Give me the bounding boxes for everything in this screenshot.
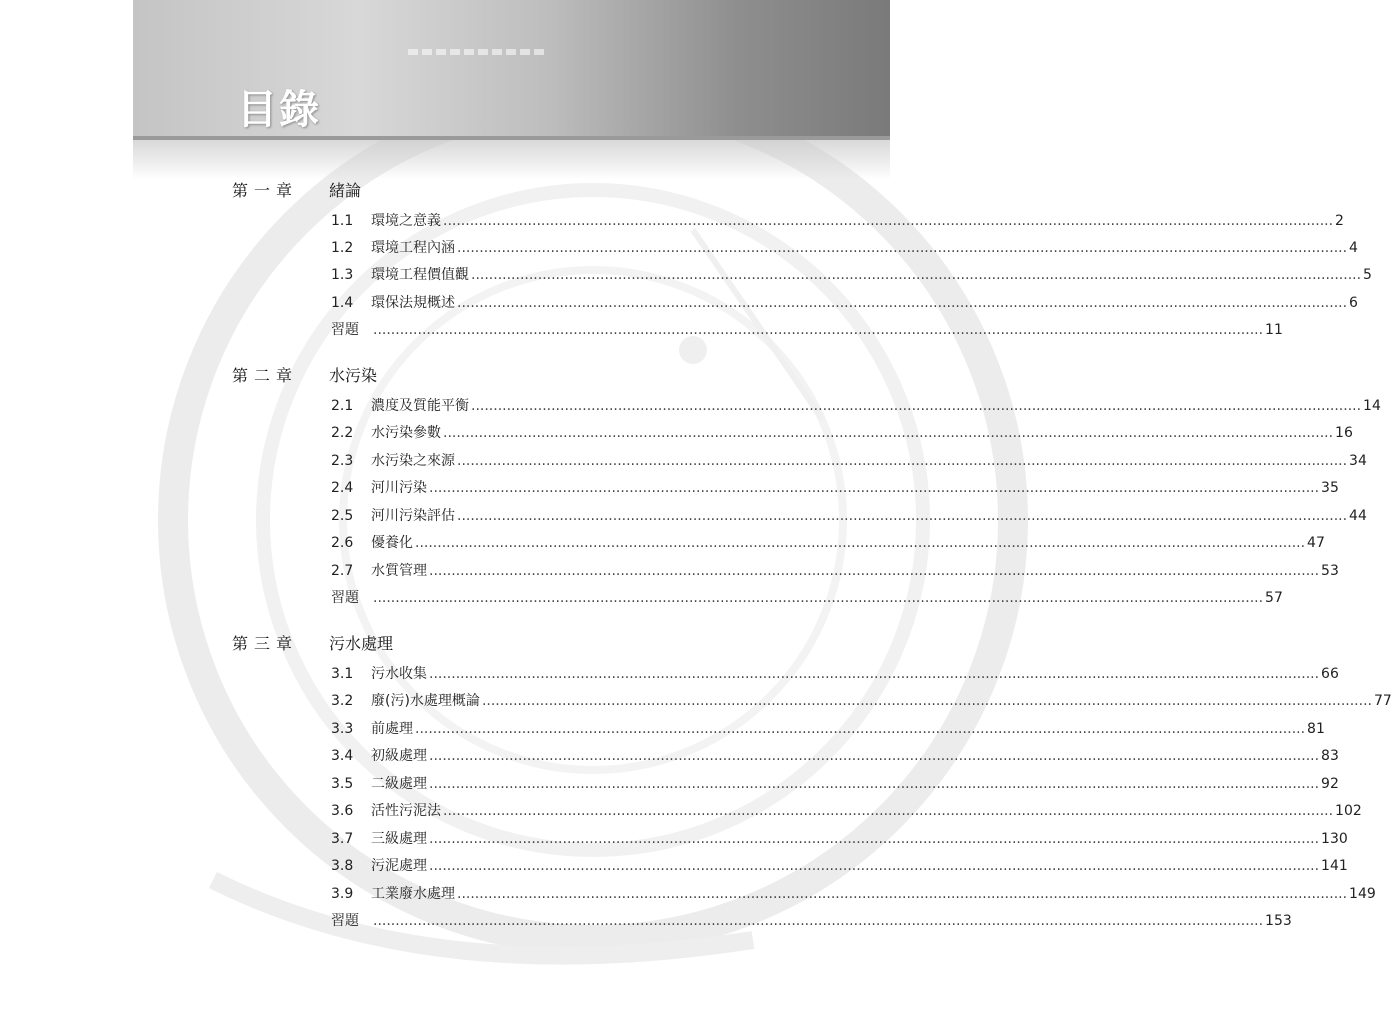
toc-entry[interactable] [331, 292, 1358, 312]
toc-entry[interactable] [331, 264, 1372, 284]
chapter-heading [232, 363, 792, 387]
section-title: 前處理 [371, 721, 413, 737]
chapter-header-banner [133, 0, 890, 140]
page-number: 81 [1307, 721, 1325, 737]
dot-leader: ........................................................................................................................................................................................................ [443, 425, 1334, 441]
page-number: 83 [1321, 748, 1339, 764]
page-number: 47 [1307, 535, 1325, 551]
toc-entry[interactable] [331, 800, 1362, 820]
dot-leader: ........................................................................................................................................................................................................ [429, 748, 1320, 764]
dot-leader: ........................................................................................................................................................................................................ [471, 398, 1362, 414]
section-title: 環境之意義 [371, 213, 441, 229]
dot-leader: ........................................................................................................................................................................................................ [429, 666, 1320, 682]
section-number: 2.6 [331, 535, 354, 551]
page-number: 57 [1265, 590, 1283, 606]
section-number: 3.8 [331, 858, 354, 874]
section-title: 初級處理 [371, 748, 427, 764]
dot-leader: ........................................................................................................................................................................................................ [457, 240, 1348, 256]
section-number: 3.3 [331, 721, 354, 737]
dot-leader: ........................................................................................................................................................................................................ [457, 886, 1348, 902]
chapter-title: 污水處理 [329, 634, 394, 653]
section-number: 3.1 [331, 666, 354, 682]
page-title: 目錄 [237, 86, 321, 133]
dot-leader: ........................................................................................................................................................................................................ [457, 453, 1348, 469]
chapter-title: 水污染 [329, 366, 378, 385]
section-number: 1.1 [331, 213, 354, 229]
toc-entry[interactable] [331, 560, 1339, 580]
page-number: 4 [1349, 240, 1358, 256]
page-number: 34 [1349, 453, 1367, 469]
toc-entry[interactable] [331, 883, 1376, 903]
toc-entry[interactable] [331, 532, 1325, 552]
toc-entry-exercises[interactable] [331, 319, 1283, 339]
toc-entry-exercises[interactable] [331, 910, 1292, 930]
page-number: 11 [1265, 322, 1283, 338]
section-number: 3.5 [331, 776, 354, 792]
section-number: 3.6 [331, 803, 354, 819]
dot-leader: ........................................................................................................................................................................................................ [457, 295, 1348, 311]
section-number: 2.4 [331, 480, 354, 496]
dot-leader: ........................................................................................................................................................................................................ [429, 480, 1320, 496]
section-title: 水質管理 [371, 563, 427, 579]
chapter-heading [232, 631, 792, 655]
dot-leader: ........................................................................................................................................................................................................ [443, 213, 1334, 229]
section-number: 2.5 [331, 508, 354, 524]
toc-entry[interactable] [331, 450, 1367, 470]
section-title: 水污染參數 [371, 425, 441, 441]
dot-leader: ........................................................................................................................................................................................................ [429, 831, 1320, 847]
toc-entry[interactable] [331, 663, 1339, 683]
dot-leader: ........................................................................................................................................................................................................ [429, 776, 1320, 792]
section-title: 三級處理 [371, 831, 427, 847]
toc-entry[interactable] [331, 422, 1353, 442]
page-number: 14 [1363, 398, 1381, 414]
page-number: 102 [1335, 803, 1362, 819]
section-number: 3.7 [331, 831, 354, 847]
page-number: 66 [1321, 666, 1339, 682]
dot-leader: ........................................................................................................................................................................................................ [373, 322, 1264, 338]
page-number: 35 [1321, 480, 1339, 496]
section-number: 1.2 [331, 240, 354, 256]
page-number: 2 [1335, 213, 1344, 229]
section-title: 優養化 [371, 535, 413, 551]
page-number: 5 [1363, 267, 1372, 283]
header-decoration [408, 40, 548, 59]
dot-leader: ........................................................................................................................................................................................................ [373, 590, 1264, 606]
toc-entry[interactable] [331, 395, 1381, 415]
dot-leader: ........................................................................................................................................................................................................ [443, 803, 1334, 819]
toc-entry[interactable] [331, 505, 1367, 525]
page-number: 77 [1373, 693, 1392, 709]
section-title: 環境工程內涵 [371, 240, 455, 256]
section-title: 工業廢水處理 [371, 886, 455, 902]
toc-entry[interactable] [331, 477, 1339, 497]
toc-entry[interactable] [331, 745, 1339, 765]
section-title: 河川污染 [371, 480, 427, 496]
dot-leader: ........................................................................................................................................................................................................ [415, 535, 1306, 551]
section-title: 污泥處理 [371, 858, 427, 874]
section-title: 環保法規概述 [371, 295, 455, 311]
page-number: 141 [1321, 858, 1348, 874]
dot-leader: ........................................................................................................................................................................................................ [415, 721, 1306, 737]
chapter-title: 緒論 [329, 181, 362, 200]
toc-entry-exercises[interactable] [331, 587, 1283, 607]
section-number: 習題 [331, 322, 359, 338]
section-title: 二級處理 [371, 776, 427, 792]
page-number: 153 [1265, 913, 1292, 929]
dot-leader: ........................................................................................................................................................................................................ [373, 913, 1264, 929]
section-number: 習題 [331, 913, 359, 929]
page-number: 6 [1349, 295, 1358, 311]
section-title: 環境工程價值觀 [371, 267, 469, 283]
page-number: 44 [1349, 508, 1367, 524]
toc-entry[interactable] [331, 773, 1339, 793]
section-number: 3.4 [331, 748, 354, 764]
page-number: 53 [1321, 563, 1339, 579]
page-number: 92 [1321, 776, 1339, 792]
dot-leader: ........................................................................................................................................................................................................ [457, 508, 1348, 524]
section-number: 2.1 [331, 398, 354, 414]
section-title: 水污染之來源 [371, 453, 455, 469]
toc-entry[interactable] [331, 690, 1392, 710]
page-number: 149 [1349, 886, 1376, 902]
chapter-label: 第三章 [232, 634, 299, 653]
chapter-heading [232, 178, 792, 202]
section-number: 2.2 [331, 425, 354, 441]
chapter-label: 第一章 [232, 181, 299, 200]
page-number: 130 [1321, 831, 1348, 847]
toc-entry[interactable] [331, 718, 1325, 738]
section-title: 廢(污)水處理概論 [371, 693, 480, 709]
toc-entry[interactable] [331, 237, 1358, 257]
toc-entry[interactable] [331, 855, 1348, 875]
section-number: 1.4 [331, 295, 354, 311]
section-number: 2.7 [331, 563, 354, 579]
toc-entry[interactable] [331, 828, 1348, 848]
dot-leader: ........................................................................................................................................................................................................ [471, 267, 1362, 283]
page-number: 16 [1335, 425, 1353, 441]
header-shadow [133, 140, 890, 180]
chapter-label: 第二章 [232, 366, 299, 385]
section-number: 3.9 [331, 886, 354, 902]
dot-leader: ........................................................................................................................................................................................................ [429, 858, 1320, 874]
section-number: 習題 [331, 590, 359, 606]
book-page [133, 0, 1392, 1024]
section-title: 河川污染評估 [371, 508, 455, 524]
section-title: 濃度及質能平衡 [371, 398, 469, 414]
toc-entry[interactable] [331, 210, 1344, 230]
dot-leader: ........................................................................................................................................................................................................ [481, 693, 1372, 709]
section-title: 活性污泥法 [371, 803, 441, 819]
section-number: 3.2 [331, 693, 354, 709]
section-number: 2.3 [331, 453, 354, 469]
section-number: 1.3 [331, 267, 354, 283]
section-title: 污水收集 [371, 666, 427, 682]
dot-leader: ........................................................................................................................................................................................................ [429, 563, 1320, 579]
